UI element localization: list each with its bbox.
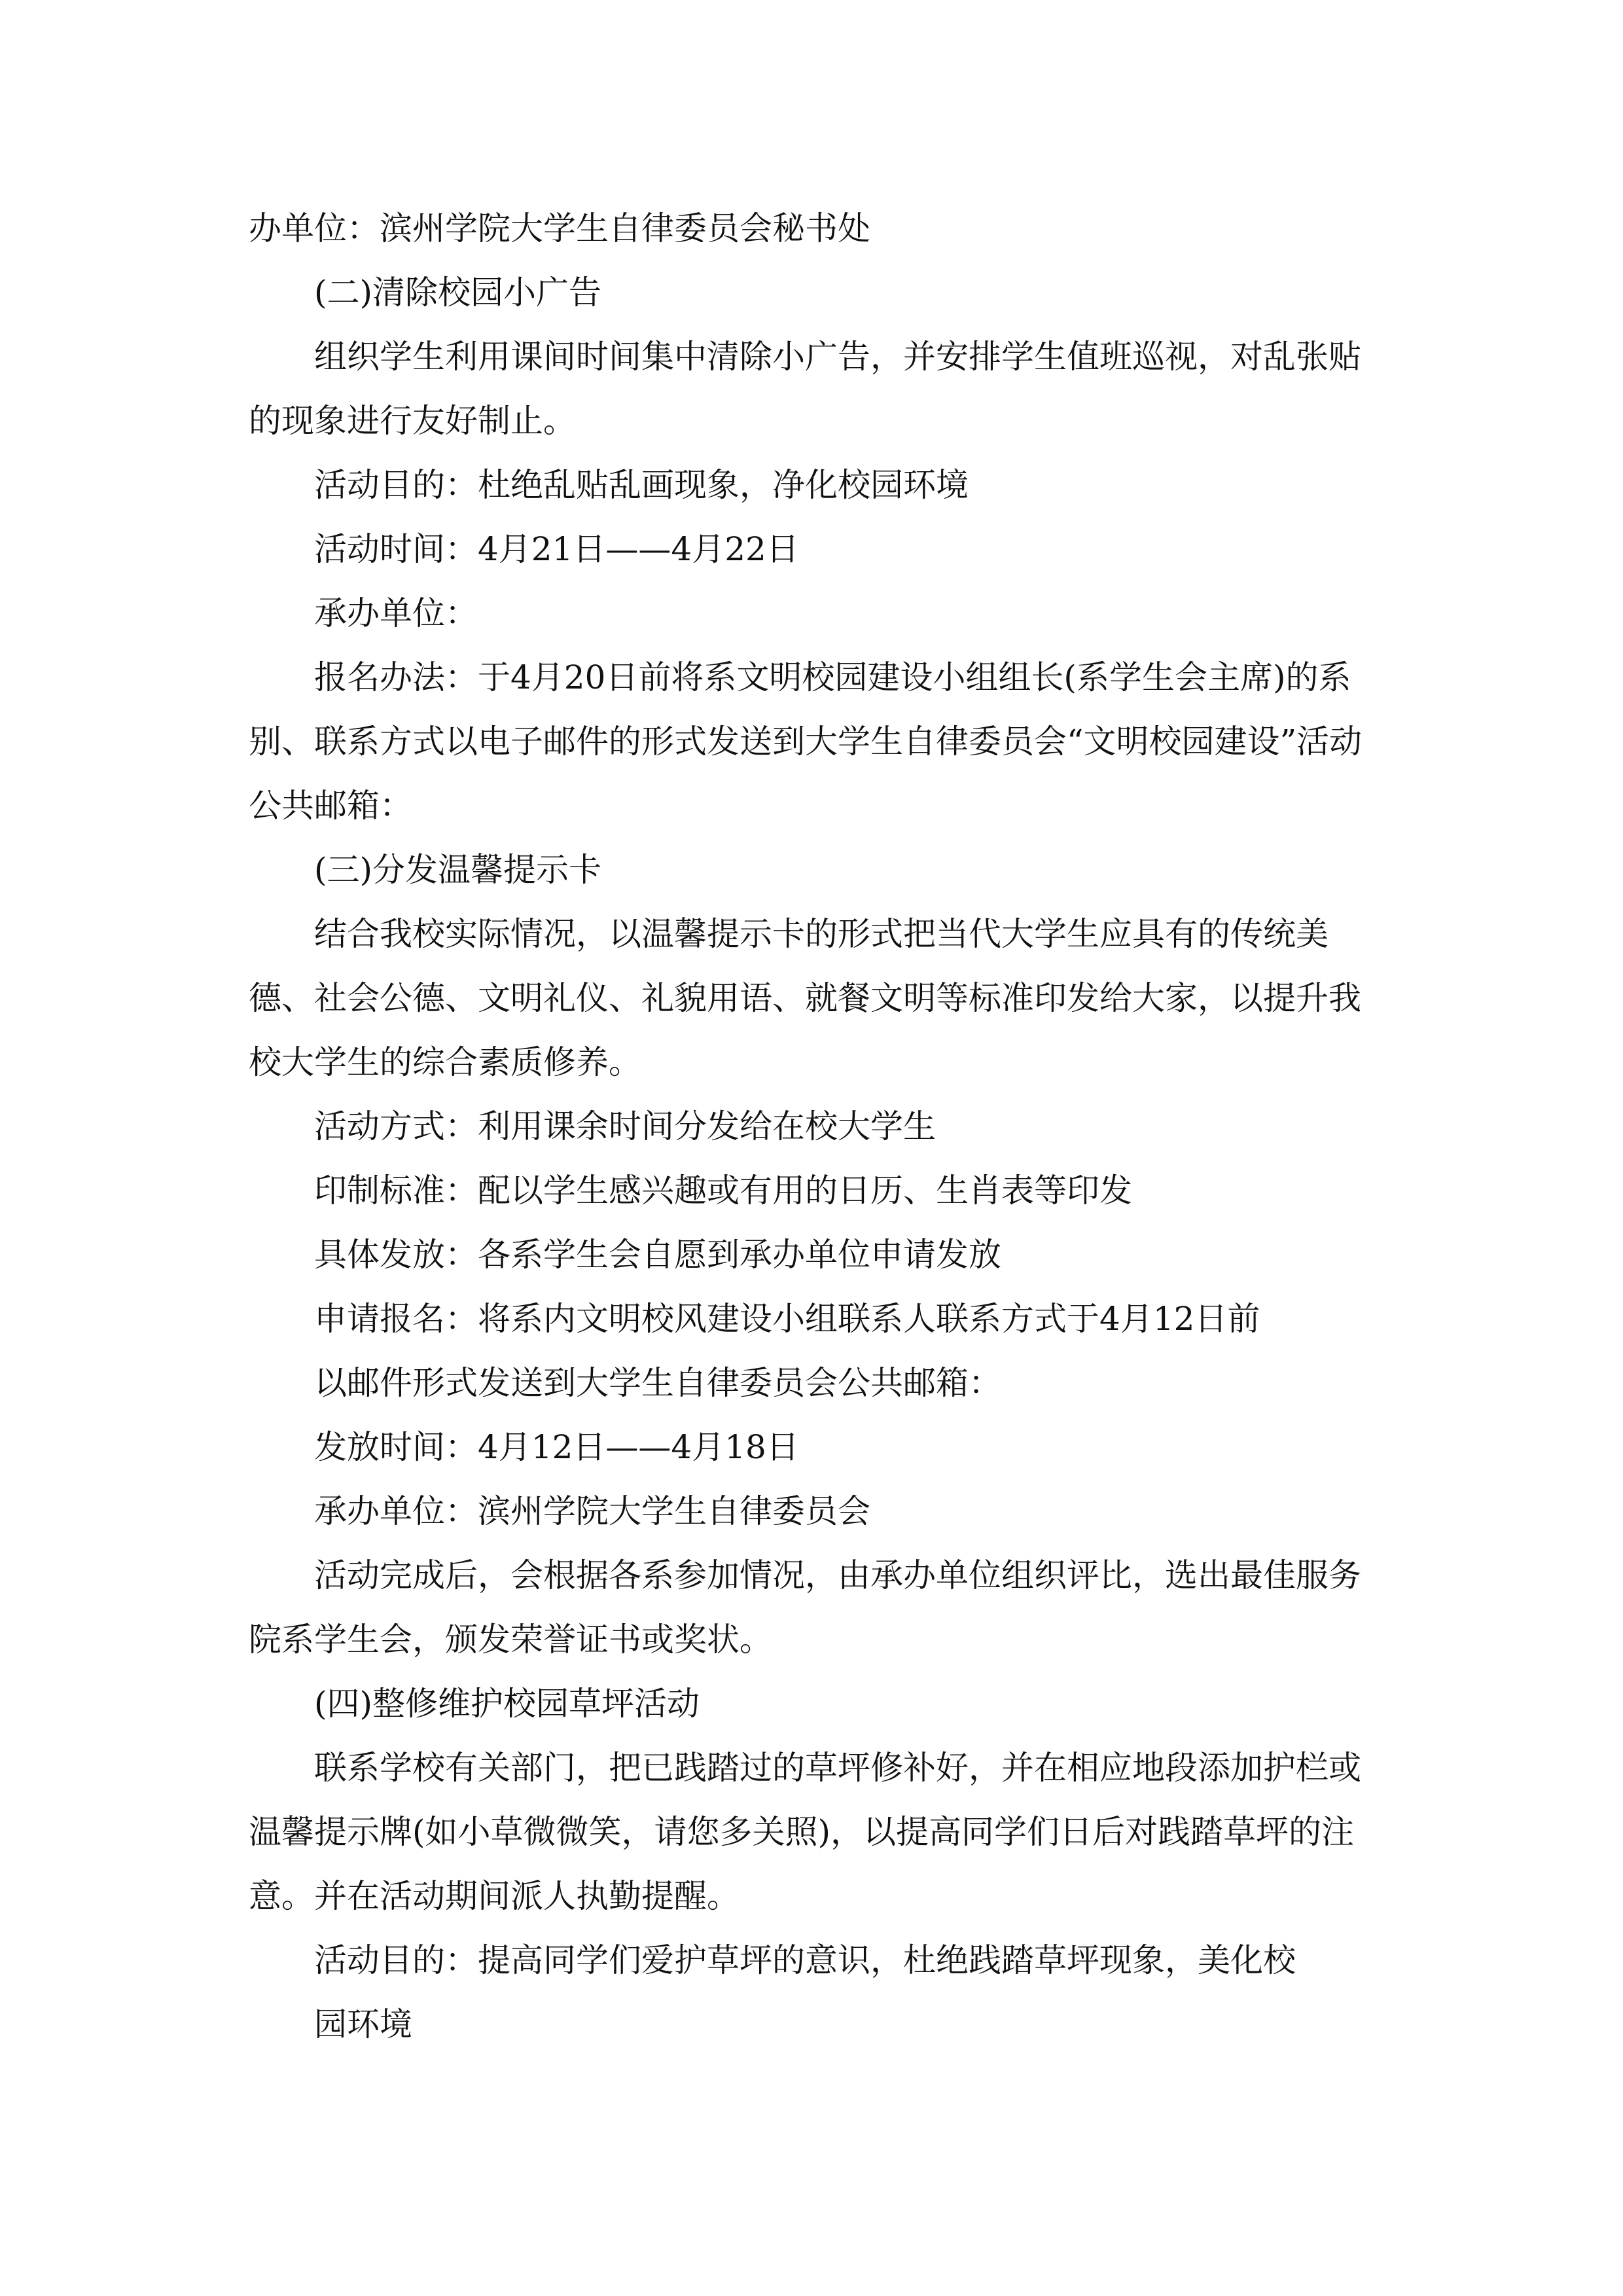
paragraph-organizer: 办单位：滨州学院大学生自律委员会秘书处	[249, 209, 870, 247]
paragraph-lawn-goal-cont: 园环境	[314, 2005, 412, 2043]
section-heading-cards: (三)分发温馨提示卡	[314, 851, 602, 889]
paragraph-host-unit: 承办单位：	[314, 594, 478, 632]
paragraph-activity-time: 活动时间：4月21日——4月22日	[314, 530, 799, 568]
paragraph-email-submit: 以邮件形式发送到大学生自律委员会公共邮箱：	[314, 1364, 1001, 1402]
paragraph-cards-desc: 结合我校实际情况，以温馨提示卡的形式把当代大学生应具有的传统美德、社会公德、文明礼仪、礼貌用语、就餐文明等标准印发给大家，以提升我校大学生的综合素质修养。	[249, 915, 1361, 1081]
section-heading-lawn: (四)整修维护校园草坪活动	[314, 1685, 700, 1723]
paragraph-registration: 报名办法：于4月20日前将系文明校园建设小组组长(系学生会主席)的系别、联系方式以电子邮件的形式发送到大学生自律委员会“文明校园建设”活动公共邮箱：	[249, 658, 1363, 825]
paragraph-lawn-goal: 活动目的：提高同学们爱护草坪的意识，杜绝践踏草坪现象，美化校	[314, 1941, 1296, 1979]
paragraph-clear-ads-desc: 组织学生利用课间时间集中清除小广告，并安排学生值班巡视，对乱张贴的现象进行友好制止。	[249, 338, 1361, 440]
paragraph-lawn-desc: 联系学校有关部门，把已践踏过的草坪修补好，并在相应地段添加护栏或温馨提示牌(如小草微微笑，请您多关照)，以提高同学们日后对践踏草坪的注意。并在活动期间派人执勤提醒。	[249, 1749, 1361, 1915]
paragraph-distribution: 具体发放：各系学生会自愿到承办单位申请发放	[314, 1236, 1001, 1274]
section-heading-clear-ads: (二)清除校园小广告	[314, 274, 602, 312]
paragraph-application: 申请报名：将系内文明校风建设小组联系人联系方式于4月12日前	[314, 1300, 1260, 1338]
paragraph-evaluation: 活动完成后，会根据各系参加情况，由承办单位组织评比，选出最佳服务院系学生会，颁发荣誉证书或奖状。	[249, 1556, 1361, 1659]
paragraph-activity-method: 活动方式：利用课余时间分发给在校大学生	[314, 1107, 936, 1145]
paragraph-activity-goal: 活动目的：杜绝乱贴乱画现象，净化校园环境	[314, 466, 969, 504]
document-body	[249, 196, 1374, 2056]
paragraph-host-unit-2: 承办单位：滨州学院大学生自律委员会	[314, 1492, 870, 1530]
paragraph-distribution-time: 发放时间：4月12日——4月18日	[314, 1428, 799, 1466]
paragraph-print-standard: 印制标准：配以学生感兴趣或有用的日历、生肖表等印发	[314, 1172, 1132, 1210]
